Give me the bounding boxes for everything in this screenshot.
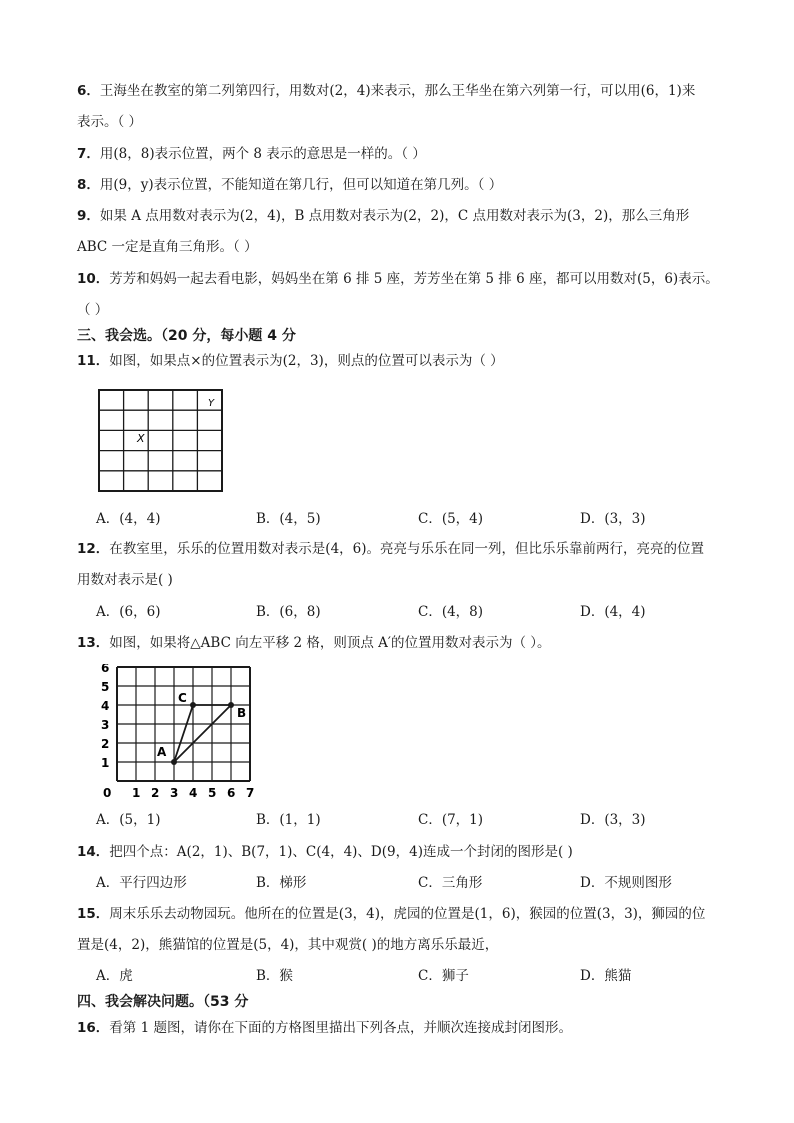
vertex-label-A: A: [157, 745, 167, 759]
vertex-label-B: B: [237, 706, 247, 720]
q13-option-b[interactable]: B．(1，1): [256, 812, 321, 828]
question-13: 13．如图，如果将△ABC 向左平移 2 格，则顶点 A′的位置用数对表示为（ ）。: [77, 635, 551, 651]
x-tick-label: 5: [208, 786, 217, 800]
q11-option-b[interactable]: B．(4，5): [256, 511, 321, 527]
q15-option-d[interactable]: D．熊猫: [580, 968, 632, 984]
q14-option-a[interactable]: A．平行四边形: [96, 875, 187, 891]
grid-label-y: Y: [208, 398, 215, 409]
question-12-line2: 用数对表示是( ): [77, 572, 173, 588]
x-tick-label: 4: [189, 786, 198, 800]
q13-option-d[interactable]: D．(3，3): [580, 812, 646, 828]
section-3-heading: 三、我会选。（20 分，每小题 4 分: [77, 328, 296, 344]
question-10-line1: 10．芳芳和妈妈一起去看电影，妈妈坐在第 6 排 5 座，芳芳坐在第 5 排 6 座，都可以用数对(5，6)表示。: [77, 271, 719, 287]
triangle-edge-BA: [174, 705, 231, 762]
q12-option-c[interactable]: C．(4，8): [418, 604, 484, 620]
question-10-line2: （ ）: [77, 302, 109, 318]
q15-option-c[interactable]: C．狮子: [418, 968, 469, 984]
x-tick-label: 0: [103, 786, 112, 800]
question-7: 7．用(8，8)表示位置，两个 8 表示的意思是一样的。（ ）: [77, 146, 426, 162]
x-tick-label: 2: [151, 786, 160, 800]
question-11: 11．如图，如果点×的位置表示为(2，3)，则点的位置可以表示为（ ）: [77, 353, 504, 369]
q15-option-b[interactable]: B．猴: [256, 968, 293, 984]
question-12-line1: 12．在教室里，乐乐的位置用数对表示是(4，6)。亮亮与乐乐在同一列，但比乐乐靠前两行，亮亮的位置: [77, 541, 705, 557]
question-16: 16．看第 1 题图，请你在下面的方格图里描出下列各点，并顺次连接成封闭图形。: [77, 1020, 572, 1036]
q14-option-c[interactable]: C．三角形: [418, 875, 483, 891]
x-tick-label: 7: [246, 786, 255, 800]
q13-coordinate-grid: [93, 664, 263, 800]
question-9-line1: 9．如果 A 点用数对表示为(2，4)，B 点用数对表示为(2，2)，C 点用数对表示为(3，2)，那么三角形: [77, 208, 690, 224]
q12-option-b[interactable]: B．(6，8): [256, 604, 321, 620]
vertex-point-A: [171, 759, 177, 765]
q12-option-d[interactable]: D．(4，4): [580, 604, 646, 620]
section-4-heading: 四、我会解决问题。（53 分: [77, 994, 249, 1010]
vertex-point-C: [190, 702, 196, 708]
y-tick-label: 5: [101, 680, 110, 694]
question-9-line2: ABC 一定是直角三角形。（ ）: [77, 239, 258, 255]
x-tick-label: 3: [170, 786, 179, 800]
vertex-point-B: [228, 702, 234, 708]
y-tick-label: 4: [101, 699, 110, 713]
q13-option-c[interactable]: C．(7，1): [418, 812, 484, 828]
q13-option-a[interactable]: A．(5，1): [96, 812, 161, 828]
q14-option-d[interactable]: D．不规则图形: [580, 875, 672, 891]
question-15-line1: 15．周末乐乐去动物园玩。他所在的位置是(3，4)，虎园的位置是(1，6)，猴园的位置(3，3)，狮园的位: [77, 906, 706, 922]
y-tick-label: 2: [101, 737, 110, 751]
y-tick-label: 3: [101, 718, 110, 732]
q11-grid-figure: [98, 389, 224, 493]
q11-option-d[interactable]: D．(3，3): [580, 511, 646, 527]
q15-option-a[interactable]: A．虎: [96, 968, 133, 984]
question-15-line2: 置是(4，2)，熊猫馆的位置是(5，4)，其中观赏( )的地方离乐乐最近，: [77, 937, 499, 953]
y-tick-label: 6: [101, 664, 110, 675]
q14-option-b[interactable]: B．梯形: [256, 875, 307, 891]
question-6-line1: 6．王海坐在教室的第二列第四行，用数对(2，4)来表示，那么王华坐在第六列第一行，可以用(6，1)来: [77, 83, 696, 99]
x-tick-label: 1: [132, 786, 141, 800]
grid-label-x: X: [137, 432, 145, 445]
q11-option-a[interactable]: A．(4，4): [96, 511, 161, 527]
q11-option-c[interactable]: C．(5，4): [418, 511, 484, 527]
y-tick-label: 1: [101, 756, 110, 770]
question-14: 14．把四个点：A(2，1)、B(7，1)、C(4，4)、D(9，4)连成一个封闭的图形是( ): [77, 844, 573, 860]
q12-option-a[interactable]: A．(6，6): [96, 604, 161, 620]
question-6-line2: 表示。（ ）: [77, 114, 143, 130]
vertex-label-C: C: [178, 691, 187, 705]
x-tick-label: 6: [227, 786, 236, 800]
question-8: 8．用(9，y)表示位置，不能知道在第几行，但可以知道在第几列。（ ）: [77, 177, 503, 193]
